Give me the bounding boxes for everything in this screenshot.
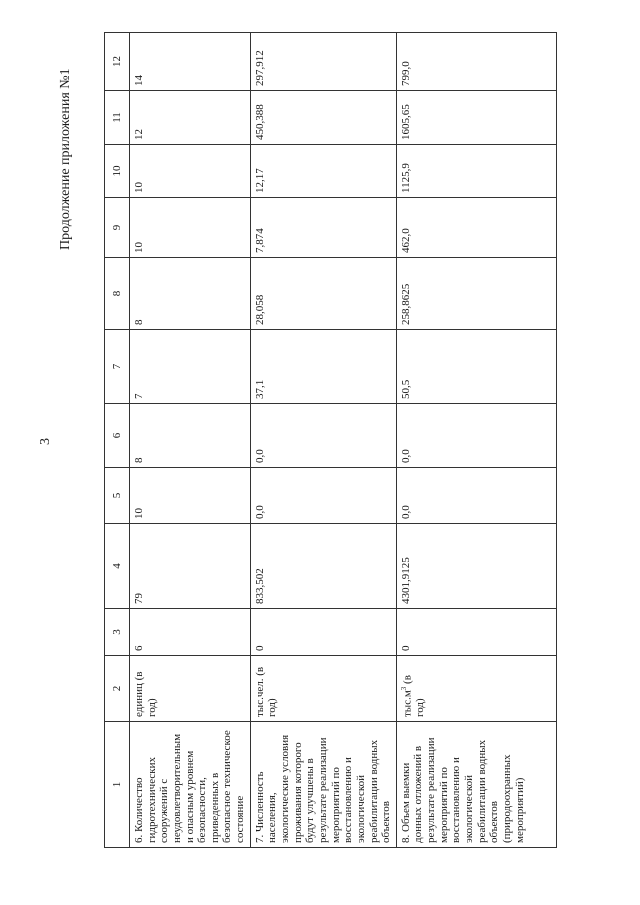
value-cell: 10: [130, 145, 251, 198]
header-row: [105, 33, 130, 848]
value-cell: 79: [130, 524, 251, 609]
value-cell: 37,1: [250, 330, 396, 404]
indicator-unit: тыс.чел. (в год): [250, 656, 396, 722]
value-cell: 6: [130, 609, 251, 656]
value-cell: 12: [130, 91, 251, 145]
unit-main: тыс.м: [401, 690, 414, 717]
indicator-name: 8. Объем выемки донных отложений в результате реализации мероприятий по восстановлению и экологической реабилитации водных объектов (природоохранных мероприятий): [396, 722, 556, 848]
header-cell: 12: [105, 33, 130, 91]
value-cell: 14: [130, 33, 251, 91]
indicator-unit: единиц (в год): [130, 656, 251, 722]
value-cell: 7,874: [250, 198, 396, 258]
value-cell: 10: [130, 198, 251, 258]
table-row: [396, 33, 556, 848]
value-cell: 462,0: [396, 198, 556, 258]
value-cell: 4301,9125: [396, 524, 556, 609]
value-cell: 8: [130, 258, 251, 330]
value-cell: 8: [130, 404, 251, 468]
appendix-title: Продолжение приложения №1: [58, 68, 73, 250]
value-cell: 1125,9: [396, 145, 556, 198]
value-cell: 7: [130, 330, 251, 404]
value-cell: 0: [396, 609, 556, 656]
value-cell: 12,17: [250, 145, 396, 198]
value-cell: 258,8625: [396, 258, 556, 330]
unit-superscript: 3: [399, 686, 408, 691]
header-cell: 6: [105, 404, 130, 468]
value-cell: 50,5: [396, 330, 556, 404]
value-cell: 799,0: [396, 33, 556, 91]
indicator-name: 7. Численность населения, экологические условия проживания которого будут улучшены в результате реализации мероприятий по восстановлению и экологической реабилитации водных объектов: [250, 722, 396, 848]
page-number: 3: [38, 438, 53, 445]
unit-rest: (в год): [401, 675, 427, 717]
header-cell: 5: [105, 468, 130, 524]
value-cell: 0: [250, 609, 396, 656]
header-cell: 2: [105, 656, 130, 722]
header-cell: 8: [105, 258, 130, 330]
header-cell: 3: [105, 609, 130, 656]
header-cell: 9: [105, 198, 130, 258]
value-cell: 28,058: [250, 258, 396, 330]
indicators-table: [104, 32, 557, 848]
value-cell: 0,0: [396, 404, 556, 468]
indicator-unit: [396, 656, 556, 722]
value-cell: 0,0: [250, 468, 396, 524]
header-cell: 10: [105, 145, 130, 198]
value-cell: 10: [130, 468, 251, 524]
value-cell: 0,0: [250, 404, 396, 468]
header-cell: 11: [105, 91, 130, 145]
table-row: [250, 33, 396, 848]
header-cell: 1: [105, 722, 130, 848]
rotated-table-wrapper: [104, 33, 526, 848]
header-cell: 7: [105, 330, 130, 404]
header-cell: 4: [105, 524, 130, 609]
table-row: [130, 33, 251, 848]
value-cell: 833,502: [250, 524, 396, 609]
value-cell: 0,0: [396, 468, 556, 524]
value-cell: 450,388: [250, 91, 396, 145]
indicator-name: 6. Количество гидротехнических сооружений с неудовлетворительным и опасным уровнем безопасности, приведенных в безопасное техническое состояние: [130, 722, 251, 848]
value-cell: 1605,65: [396, 91, 556, 145]
value-cell: 297,912: [250, 33, 396, 91]
